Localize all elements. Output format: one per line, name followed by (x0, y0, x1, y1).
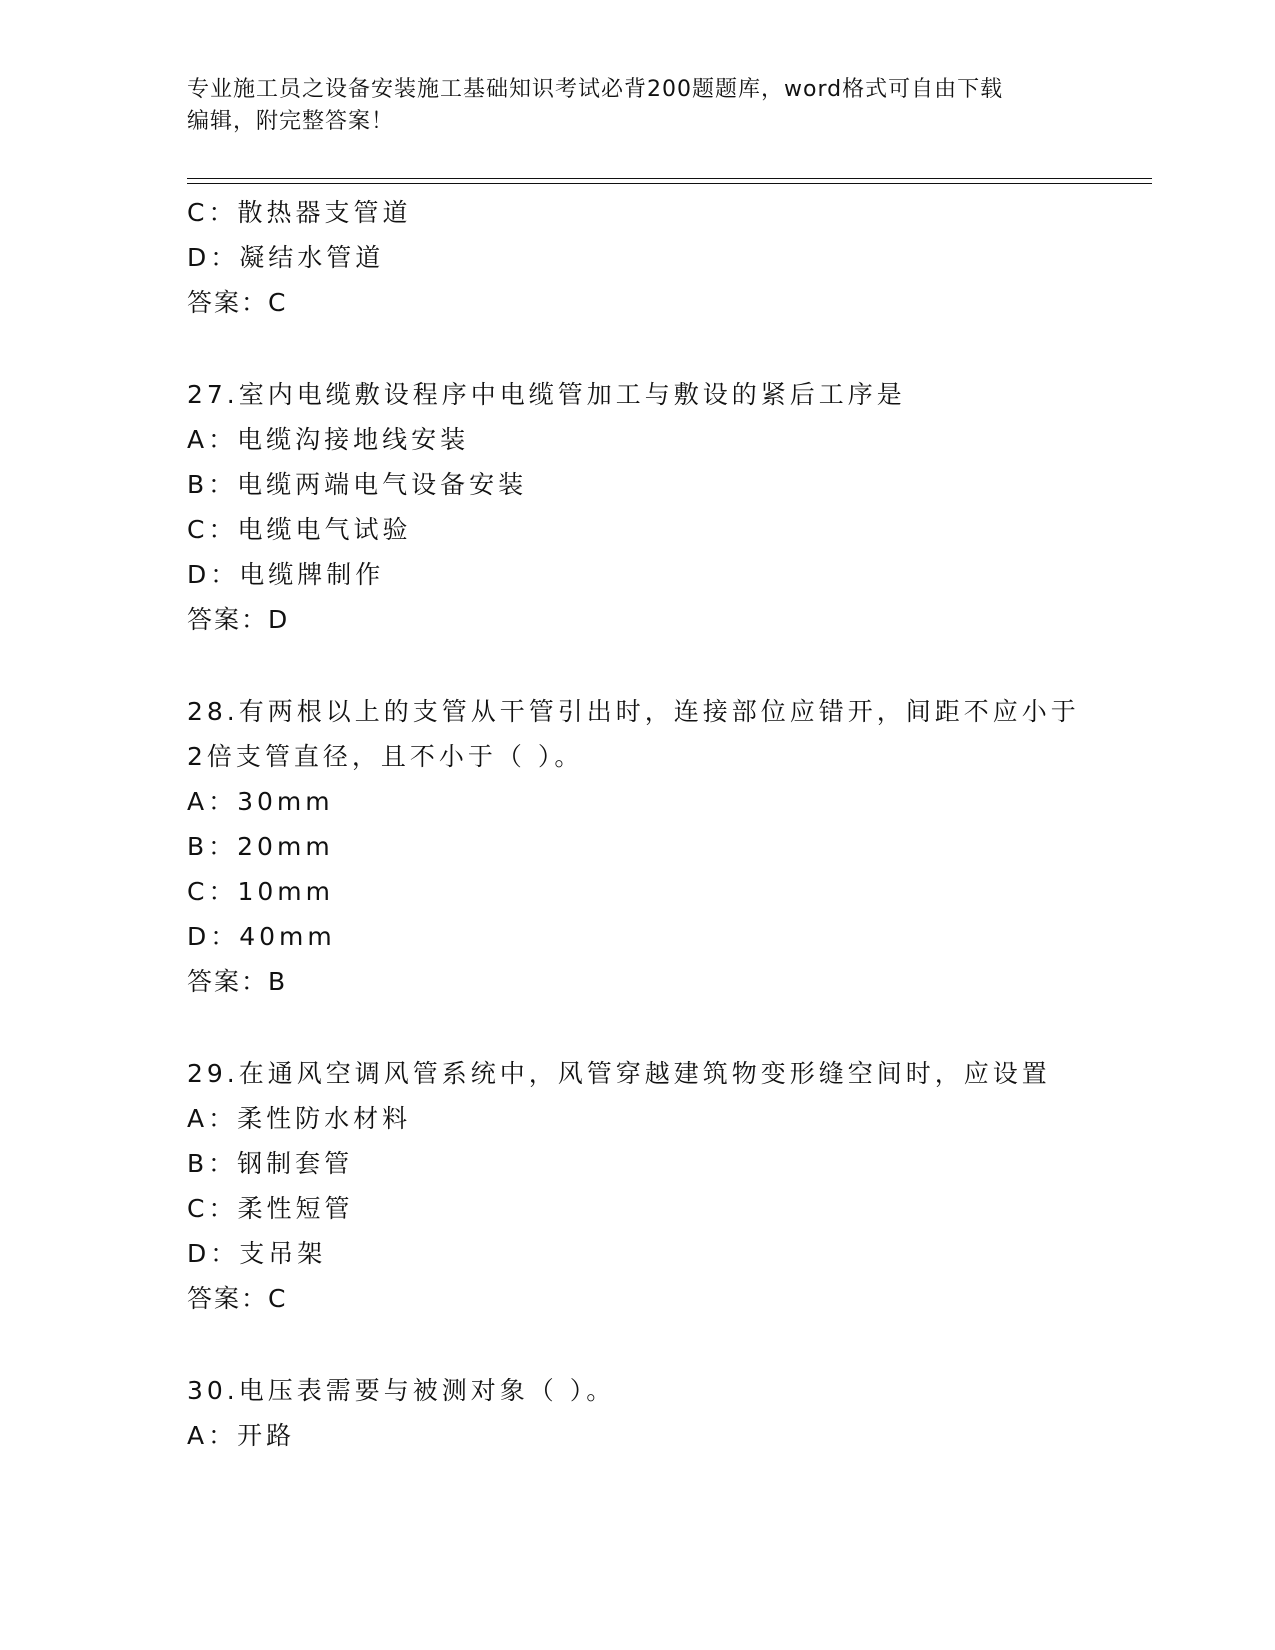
question-stem: 30.电压表需要与被测对象（ ）。 (187, 1376, 616, 1405)
header-divider-bottom (187, 183, 1152, 184)
header-title-line-1: 专业施工员之设备安装施工基础知识考试必背200题题库，word格式可自由下载 (187, 77, 1004, 102)
spacer (187, 1004, 1087, 1051)
header-title-line-2: 编辑，附完整答案！ (187, 109, 395, 134)
option-d: D：40mm (187, 922, 336, 951)
question-stem: 29.在通风空调风管系统中，风管穿越建筑物变形缝空间时，应设置 (187, 1059, 1051, 1088)
option-c: C：散热器支管道 (187, 198, 412, 227)
option-a: A：柔性防水材料 (187, 1104, 412, 1133)
option-b: B：20mm (187, 832, 334, 861)
spacer (187, 325, 1087, 372)
question-stem-line-2: 2倍支管直径，且不小于（ ）。 (187, 742, 584, 771)
question-26-tail (187, 190, 1087, 325)
option-c: C：10mm (187, 877, 334, 906)
answer-line: 答案：C (187, 1284, 288, 1313)
option-d: D：支吊架 (187, 1239, 327, 1268)
option-b: B：电缆两端电气设备安装 (187, 470, 528, 499)
option-a: A：开路 (187, 1421, 296, 1450)
option-a: A：30mm (187, 787, 334, 816)
spacer (187, 1321, 1087, 1368)
option-d: D：电缆牌制作 (187, 560, 385, 589)
question-29 (187, 1051, 1087, 1321)
header-divider-top (187, 178, 1152, 179)
question-28 (187, 689, 1087, 1004)
option-d: D：凝结水管道 (187, 243, 385, 272)
option-b: B：钢制套管 (187, 1149, 354, 1178)
question-stem-line-1: 28.有两根以上的支管从干管引出时，连接部位应错开，间距不应小于 (187, 697, 1080, 726)
answer-line: 答案：D (187, 605, 290, 634)
document-header (187, 74, 1067, 138)
question-stem: 27.室内电缆敷设程序中电缆管加工与敷设的紧后工序是 (187, 380, 906, 409)
question-list (187, 190, 1087, 1458)
question-27 (187, 372, 1087, 642)
option-a: A：电缆沟接地线安装 (187, 425, 470, 454)
option-c: C：电缆电气试验 (187, 515, 412, 544)
spacer (187, 642, 1087, 689)
question-30 (187, 1368, 1087, 1458)
answer-line: 答案：C (187, 288, 288, 317)
answer-line: 答案：B (187, 967, 288, 996)
option-c: C：柔性短管 (187, 1194, 354, 1223)
